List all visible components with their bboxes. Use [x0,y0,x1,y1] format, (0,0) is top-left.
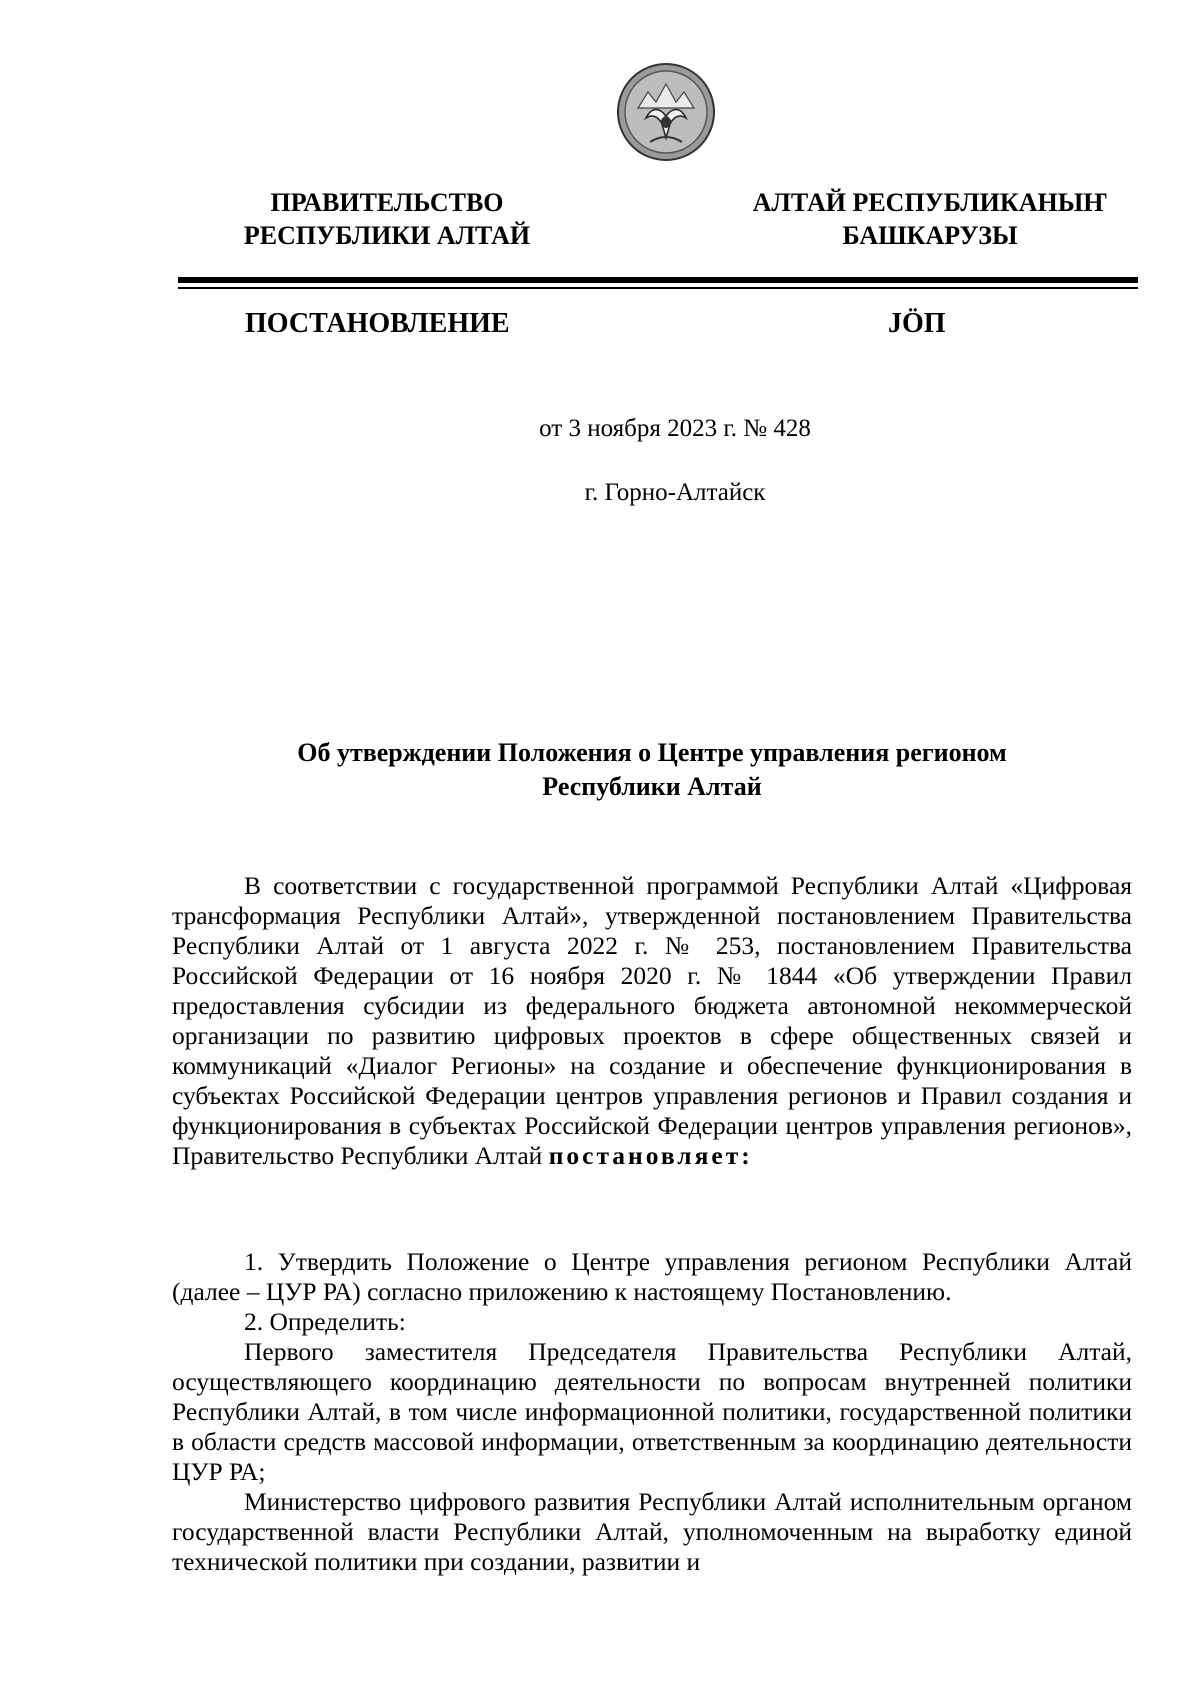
document-city: г. Горно-Алтайск [584,479,766,506]
preamble-text [172,871,1132,1171]
header-left-line2: РЕСПУБЛИКИ АЛТАЙ [243,221,531,250]
title-line2: Республики Алтай [542,772,762,801]
item-2: 2. Определить: [244,1307,406,1336]
government-name-altai [730,186,1130,252]
header-right-line2: БАШКАРУЗЫ [842,221,1018,250]
title-line1: Об утверждении Положения о Центре управления регионом [297,738,1007,767]
item-2-sub1: Первого заместителя Председателя Правительства Республики Алтай, осуществляющего координацию деятельности по вопросам внутренней политики Республики Алтай, в том числе информационной политики, государственной политики в области средств массовой информации, ответственным за координацию деятельности ЦУР РА; [172,1337,1132,1486]
resolves-keyword: постановляет: [548,1141,753,1170]
preamble-body: В соответствии с государственной программой Республики Алтай «Цифровая трансформация Республики Алтай», утвержденной постановлением Правительства Республики Алтай от 1 августа 2022 г. № 253, постановлением Правительства Российской Федерации от 16 ноября 2020 г. № 1844 «Об утверждении Правил предоставления субсидии из федерального бюджета автономной некоммерческой организации по развитию цифровых проектов в сфере общественных связей и коммуникаций «Диалог Регионы» на создание и обеспечение функционирования в субъектах Российской Федерации центров управления регионов и Правил создания и функционирования в субъектах Российской Федерации центров управления регионов», Правительство Республики Алтай [172,871,1132,1170]
header-divider-thin [178,287,1138,289]
header-divider-thick [178,277,1138,283]
item-1: 1. Утвердить Положение о Центре управления регионом Республики Алтай (далее – ЦУР РА) согласно приложению к настоящему Постановлению. [172,1247,1132,1306]
document-title [172,736,1132,804]
coat-of-arms-icon [616,62,716,162]
doc-type-altai: JӦП [888,308,946,339]
document-date-number: от 3 ноября 2023 г. № 428 [539,415,811,442]
header-left-line1: ПРАВИТЕЛЬСТВО [270,188,504,217]
government-name-russian [222,186,552,252]
item-2-sub2: Министерство цифрового развития Республики Алтай исполнительным органом государственной власти Республики Алтай, уполномоченным на выработку единой технической политики при создании, развитии и [172,1487,1132,1576]
resolution-items [172,1247,1132,1577]
doc-type-russian: ПОСТАНОВЛЕНИЕ [245,308,510,339]
preamble-paragraph [172,871,1132,1171]
header-right-line1: АЛТАЙ РЕСПУБЛИКАНЫҤ [752,188,1108,217]
